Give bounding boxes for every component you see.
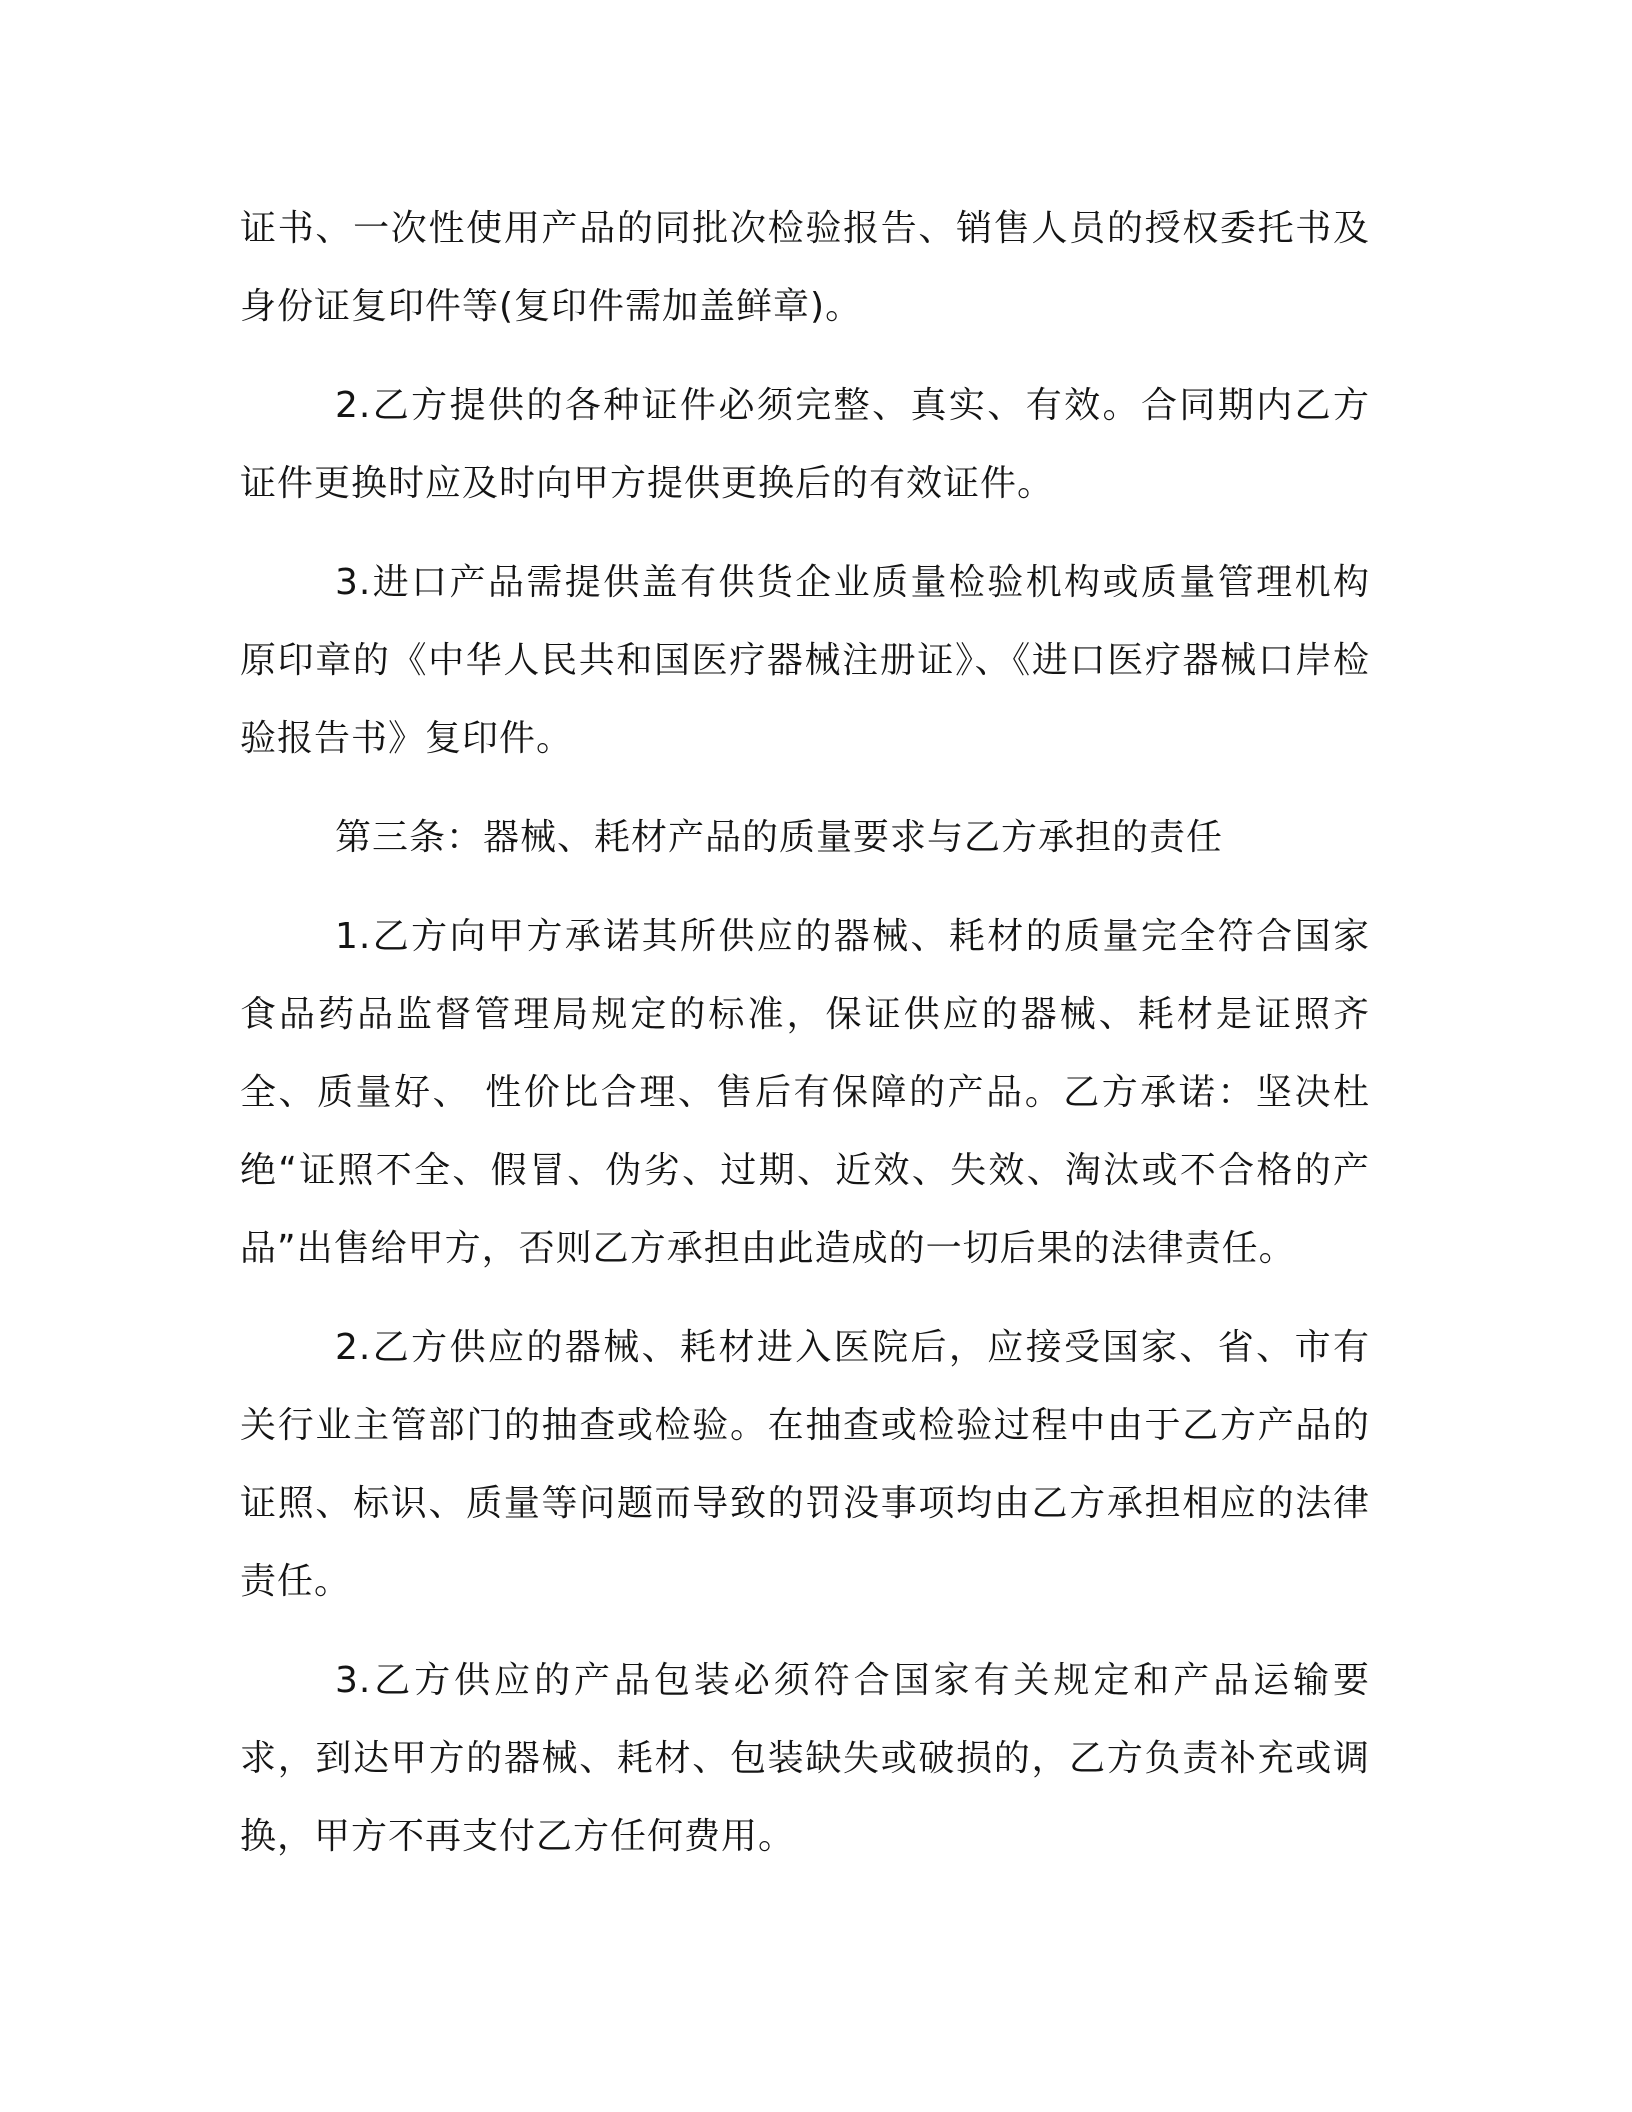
paragraph-item-3-imported-products: 3.进口产品需提供盖有供货企业质量检验机构或质量管理机构原印章的《中华人民共和国医疗器械注册证》、《进口医疗器械口岸检验报告书》复印件。 bbox=[240, 562, 1370, 759]
paragraph-article-3-item-3: 3.乙方供应的产品包装必须符合国家有关规定和产品运输要求，到达甲方的器械、耗材、包装缺失或破损的，乙方负责补充或调换，甲方不再支付乙方任何费用。 bbox=[240, 1660, 1370, 1857]
paragraph-item-2-certificates-valid: 2.乙方提供的各种证件必须完整、真实、有效。合同期内乙方证件更换时应及时向甲方提供更换后的有效证件。 bbox=[240, 385, 1370, 504]
paragraph-article-3-item-2: 2.乙方供应的器械、耗材进入医院后，应接受国家、省、市有关行业主管部门的抽查或检验。在抽查或检验过程中由于乙方产品的证照、标识、质量等问题而导致的罚没事项均由乙方承担相应的法律责任。 bbox=[240, 1327, 1370, 1602]
document-body bbox=[240, 190, 1370, 1897]
paragraph-article-3-item-1: 1.乙方向甲方承诺其所供应的器械、耗材的质量完全符合国家食品药品监督管理局规定的标准，保证供应的器械、耗材是证照齐全、质量好、 性价比合理、售后有保障的产品。乙方承诺：坚决杜绝“证照不全、假冒、伪劣、过期、近效、失效、淘汰或不合格的产品”出售给甲方，否则乙方承担由此造成的一切后果的法律责任。 bbox=[240, 916, 1370, 1269]
article-3-heading: 第三条：器械、耗材产品的质量要求与乙方承担的责任 bbox=[335, 817, 1224, 858]
paragraph-certificates-continued: 证书、一次性使用产品的同批次检验报告、销售人员的授权委托书及身份证复印件等(复印件需加盖鲜章)。 bbox=[240, 208, 1370, 327]
